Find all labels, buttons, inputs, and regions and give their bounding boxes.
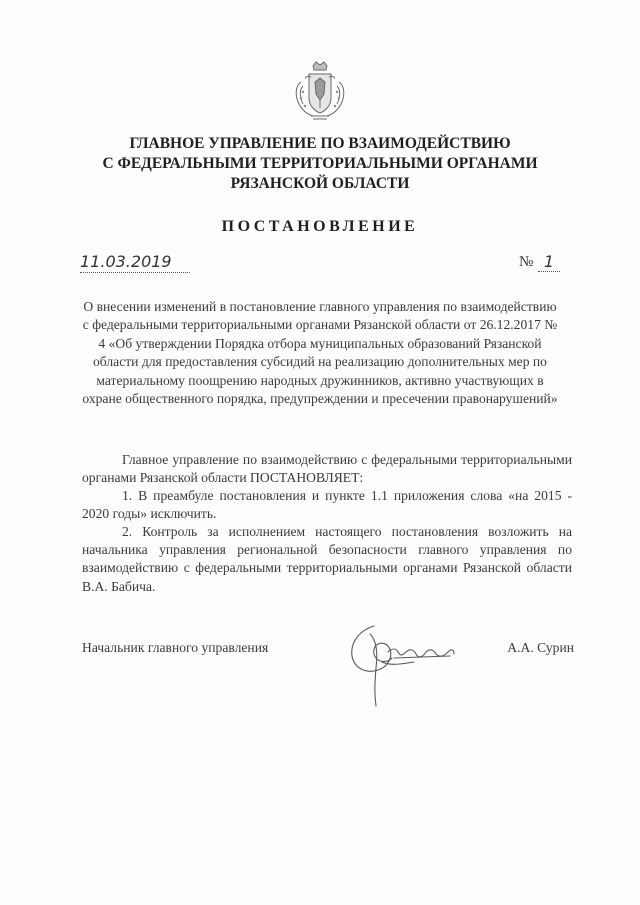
header-line-2: С ФЕДЕРАЛЬНЫМИ ТЕРРИТОРИАЛЬНЫМИ ОРГАНАМИ (102, 155, 538, 172)
coat-of-arms-emblem-icon (293, 60, 347, 122)
body-paragraph-1: Главное управление по взаимодействию с федеральными территориальными органами Рязанской области ПОСТАНОВЛЯЕТ: (82, 452, 572, 486)
signatory-name: А.А. Сурин (507, 640, 574, 655)
document-type-title: ПОСТАНОВЛЕНИЕ (221, 218, 419, 235)
handwritten-signature-icon (330, 612, 480, 712)
header-line-3: РЯЗАНСКОЙ ОБЛАСТИ (230, 175, 410, 192)
signatory-position: Начальник главного управления (82, 640, 269, 655)
document-number-label: № (519, 254, 534, 270)
document-number: 1 (538, 252, 560, 272)
document-subject: О внесении изменений в постановление главного управления по взаимодействию с федеральными территориальными органами Рязанской области от 26.12.2017 № 4 «Об утверждении Порядка отбора муниципальных образований Рязанской области для предоставления субсидий на реализацию дополнительных мер по материальному поощрению народных дружинников, активно участвующих в охране общественного порядка, предупреждении и пресечении правонарушений» (82, 299, 558, 407)
document-date: 11.03.2019 (80, 252, 190, 273)
body-paragraph-2: 1. В преамбуле постановления и пункте 1.1 приложения слова «на 2015 - 2020 годы» исключить. (82, 488, 572, 522)
body-paragraph-3: 2. Контроль за исполнением настоящего постановления возложить на начальника управления региональной безопасности главного управления по взаимодействию с федеральными территориальными органами Рязанской области В.А. Бабича. (82, 524, 572, 594)
header-line-1: ГЛАВНОЕ УПРАВЛЕНИЕ ПО ВЗАИМОДЕЙСТВИЮ (129, 135, 511, 152)
